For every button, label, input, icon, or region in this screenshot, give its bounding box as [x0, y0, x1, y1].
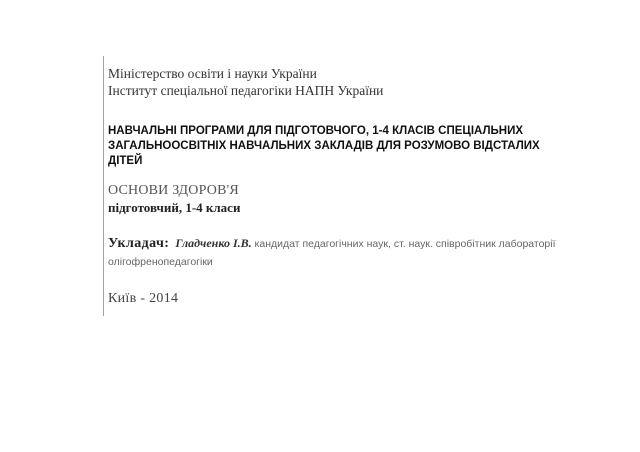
subject-title: ОСНОВИ ЗДОРОВ'Я — [108, 183, 239, 198]
compiler-block — [108, 235, 578, 271]
city-year: Київ - 2014 — [108, 291, 179, 306]
ministry-name: Міністерство освіти і науки України — [108, 66, 317, 81]
margin-line — [103, 56, 104, 316]
grades-label: підготовчий, 1-4 класи — [108, 200, 241, 215]
institute-name: Інститут спеціальної педагогіки НАПН України — [108, 83, 384, 98]
compiler-label: Укладач: — [108, 236, 170, 251]
compiler-name: Гладченко І.В. — [175, 236, 252, 250]
compiler-description: кандидат педагогічних наук, ст. наук. співробітник лабораторії олігофренопедагогіки — [108, 238, 556, 268]
document-heading: НАВЧАЛЬНІ ПРОГРАМИ ДЛЯ ПІДГОТОВЧОГО, 1-4 КЛАСІВ СПЕЦІАЛЬНИХ ЗАГАЛЬНООСВІТНІХ НАВЧАЛЬНИХ ЗАКЛАДІВ ДЛЯ РОЗУМОВО ВІДСТАЛИХ ДІТЕЙ — [108, 125, 540, 167]
